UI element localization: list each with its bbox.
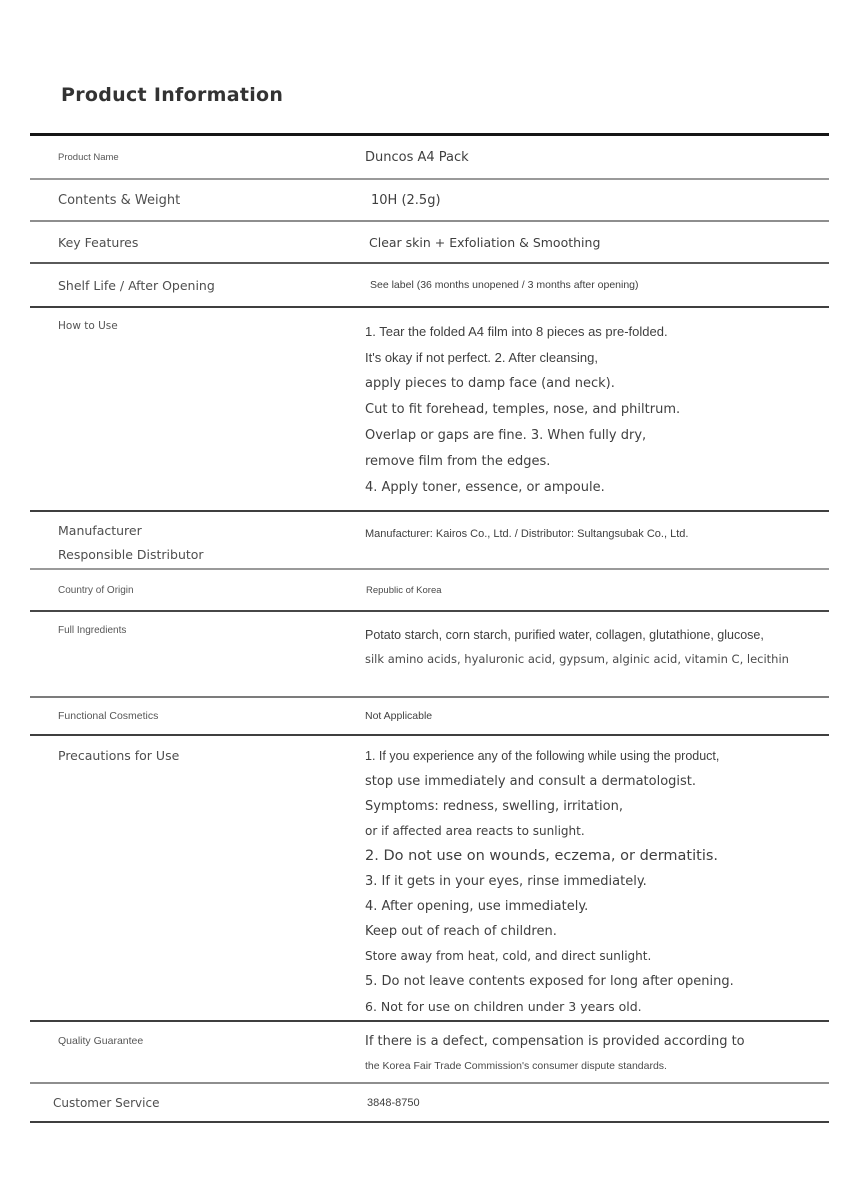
- row-value: Duncos A4 Pack: [365, 149, 469, 165]
- row-label: Product Name: [58, 151, 119, 163]
- label-line: Responsible Distributor: [58, 547, 204, 562]
- quality-guarantee-line: If there is a defect, compensation is provided according to: [365, 1034, 745, 1049]
- table-row-shelf-life: [30, 264, 829, 308]
- row-value: See label (36 months unopened / 3 months after opening): [370, 279, 639, 291]
- product-info-table: [30, 133, 829, 1123]
- row-label: Customer Service: [53, 1095, 160, 1110]
- how-to-use-line: Cut to fit forehead, temples, nose, and philtrum.: [365, 402, 681, 417]
- precaution-line: 5. Do not leave contents exposed for long after opening.: [365, 974, 734, 989]
- row-label: Quality Guarantee: [58, 1035, 144, 1047]
- ingredients-line: silk amino acids, hyaluronic acid, gypsum, alginic acid, vitamin C, lecithin: [365, 652, 789, 666]
- row-label: [30, 512, 365, 568]
- row-label: Key Features: [58, 234, 139, 250]
- precaution-line: Symptoms: redness, swelling, irritation,: [365, 799, 623, 814]
- row-value: [365, 612, 829, 696]
- table-row-contents-weight: [30, 180, 829, 222]
- row-label: Country of Origin: [58, 584, 134, 596]
- table-row-product-name: [30, 136, 829, 180]
- how-to-use-line: Overlap or gaps are fine. 3. When fully dry,: [365, 428, 647, 443]
- table-row-how-to-use: [30, 308, 829, 512]
- row-value: Clear skin + Exfoliation & Smoothing: [369, 234, 601, 250]
- table-row-manufacturer: [30, 512, 829, 570]
- row-value: [365, 736, 829, 1020]
- table-row-precautions: [30, 736, 829, 1022]
- table-row-quality-guarantee: [30, 1022, 829, 1084]
- precaution-line: stop use immediately and consult a dermatologist.: [365, 774, 697, 789]
- row-value: Manufacturer: Kairos Co., Ltd. / Distributor: Sultangsubak Co., Ltd.: [365, 528, 689, 540]
- table-row-full-ingredients: [30, 612, 829, 698]
- precaution-line: Store away from heat, cold, and direct sunlight.: [365, 949, 652, 963]
- precaution-line: 3. If it gets in your eyes, rinse immediately.: [365, 874, 647, 889]
- how-to-use-line: 4. Apply toner, essence, or ampoule.: [365, 480, 605, 495]
- row-label: Functional Cosmetics: [58, 710, 159, 722]
- ingredients-line: Potato starch, corn starch, purified water, collagen, glutathione, glucose,: [365, 628, 764, 642]
- row-value: 10H (2.5g): [371, 192, 441, 208]
- row-label: Precautions for Use: [58, 748, 180, 763]
- precaution-line: 4. After opening, use immediately.: [365, 899, 589, 914]
- page-title: Product Information: [61, 84, 284, 106]
- table-row-country-of-origin: [30, 570, 829, 612]
- precaution-line: or if affected area reacts to sunlight.: [365, 824, 585, 838]
- precaution-line: 1. If you experience any of the following while using the product,: [365, 749, 720, 763]
- row-label: How to Use: [58, 320, 118, 332]
- row-label: Contents & Weight: [58, 192, 181, 208]
- row-label: Shelf Life / After Opening: [58, 277, 215, 293]
- how-to-use-line: 1. Tear the folded A4 film into 8 pieces as pre-folded.: [365, 324, 668, 339]
- table-row-key-features: [30, 222, 829, 264]
- how-to-use-line: apply pieces to damp face (and neck).: [365, 376, 615, 391]
- how-to-use-line: remove film from the edges.: [365, 454, 551, 469]
- quality-guarantee-line: the Korea Fair Trade Commission's consumer dispute standards.: [365, 1060, 667, 1072]
- how-to-use-line: It's okay if not perfect. 2. After cleansing,: [365, 350, 598, 365]
- row-label: Full Ingredients: [58, 625, 127, 636]
- row-value: Republic of Korea: [366, 584, 442, 596]
- precaution-line: 6. Not for use on children under 3 years old.: [365, 999, 642, 1014]
- row-value: Not Applicable: [365, 710, 433, 722]
- row-value: 3848-8750: [367, 1096, 420, 1109]
- row-value: [365, 308, 829, 510]
- precaution-line: 2. Do not use on wounds, eczema, or dermatitis.: [365, 848, 719, 864]
- table-row-functional-cosmetics: [30, 698, 829, 736]
- label-line: Manufacturer: [58, 523, 142, 538]
- precaution-line: Keep out of reach of children.: [365, 924, 557, 939]
- row-value: [365, 1022, 829, 1082]
- table-row-customer-service: [30, 1084, 829, 1123]
